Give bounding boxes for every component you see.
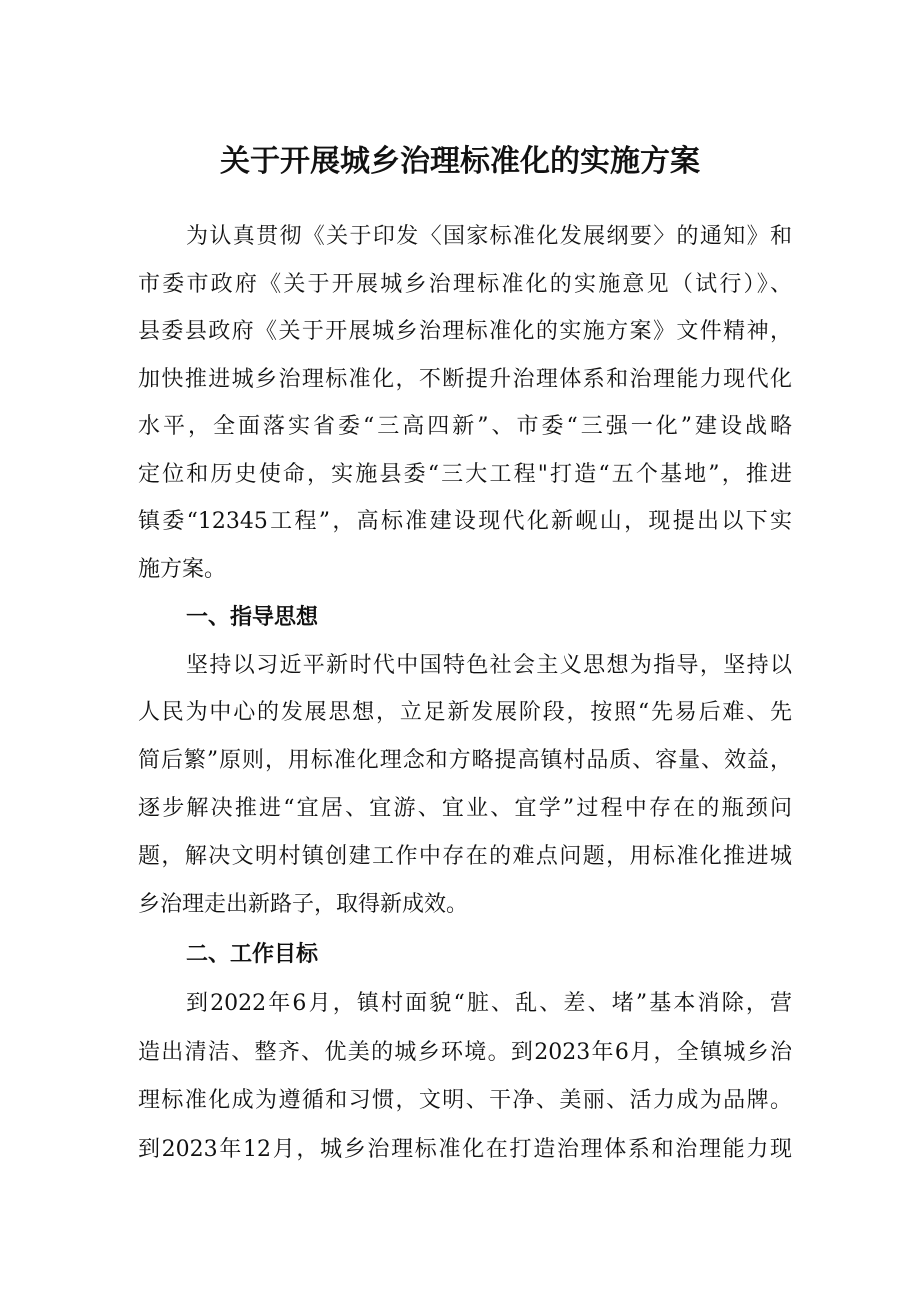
intro-line-8: 施方案。	[138, 557, 227, 582]
intro-line-4: 加快推进城乡治理标准化，不断提升治理体系和治理能力现代化	[138, 367, 792, 392]
section2-line-1: 到2022年6月，镇村面貌“脏、乱、差、堵”基本消除，营	[186, 991, 792, 1016]
section1-line-4: 逐步解决推进“宜居、宜游、宜业、宜学”过程中存在的瓶颈问	[138, 796, 792, 821]
section-heading-guiding-ideology: 一、指导思想	[186, 605, 319, 630]
section1-line-1: 坚持以习近平新时代中国特色社会主义思想为指导，坚持以	[186, 653, 792, 678]
section2-line-3: 理标准化成为遵循和习惯，文明、干净、美丽、活力成为品牌。	[138, 1088, 792, 1113]
intro-line-6: 定位和历史使命，实施县委“三大工程"打造“五个基地”，推进	[138, 462, 792, 487]
intro-line-5: 水平，全面落实省委“三高四新”、市委“三强一化”建设战略	[138, 414, 792, 439]
intro-line-1: 为认真贯彻《关于印发〈国家标准化发展纲要〉的通知》和	[186, 224, 792, 249]
intro-line-2: 市委市政府《关于开展城乡治理标准化的实施意见（试行）》、	[138, 272, 792, 297]
document-title: 关于开展城乡治理标准化的实施方案	[220, 144, 700, 179]
section2-line-2: 造出清洁、整齐、优美的城乡环境。到2023年6月，全镇城乡治	[138, 1040, 792, 1065]
section1-line-5: 题，解决文明村镇创建工作中存在的难点问题，用标准化推进城	[138, 844, 792, 869]
intro-line-7: 镇委“12345工程”，高标准建设现代化新岘山，现提出以下实	[138, 509, 792, 534]
section1-line-3: 简后繁”原则，用标准化理念和方略提高镇村品质、容量、效益，	[138, 748, 792, 773]
section2-line-4: 到2023年12月，城乡治理标准化在打造治理体系和治理能力现	[138, 1137, 792, 1162]
section1-line-2: 人民为中心的发展思想，立足新发展阶段，按照“先易后难、先	[138, 700, 792, 725]
section1-line-6: 乡治理走出新路子，取得新成效。	[138, 892, 469, 917]
intro-line-3: 县委县政府《关于开展城乡治理标准化的实施方案》文件精神，	[138, 319, 792, 344]
section-heading-work-goals: 二、工作目标	[186, 942, 319, 967]
